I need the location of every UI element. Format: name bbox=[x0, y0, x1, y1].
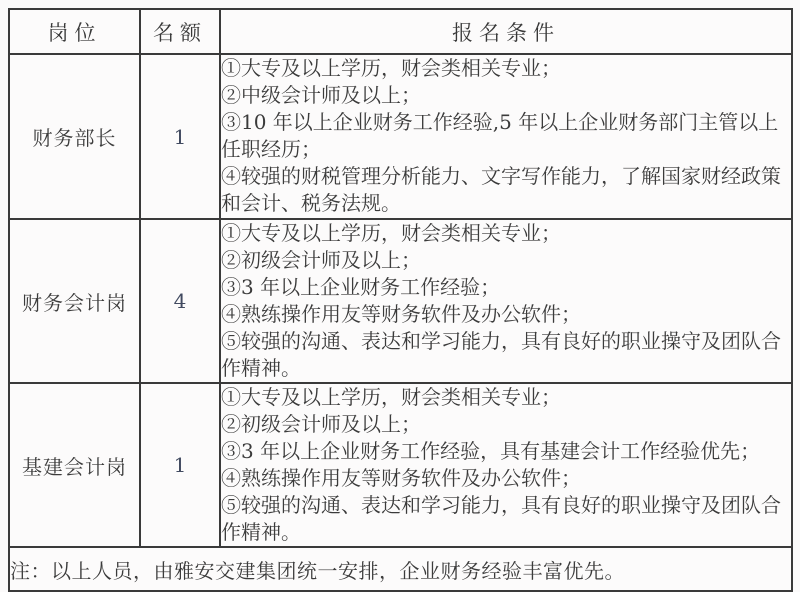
condition-item: ③10 年以上企业财务工作经验,5 年以上企业财务部门主管以上任职经历； bbox=[221, 110, 779, 161]
condition-item: ①大专及以上学历，财会类相关专业； bbox=[221, 56, 561, 80]
column-header-conditions: 报名条件 bbox=[220, 9, 792, 54]
column-header-quota: 名额 bbox=[140, 9, 220, 54]
condition-item: ②中级会计师及以上； bbox=[221, 83, 421, 107]
note-row bbox=[9, 547, 792, 591]
condition-item: ①大专及以上学历，财会类相关专业； bbox=[221, 385, 561, 409]
condition-item: ⑤较强的沟通、表达和学习能力，具有良好的职业操守及团队合作精神。 bbox=[221, 329, 781, 380]
table-row bbox=[9, 383, 792, 547]
position-cell: 财务会计岗 bbox=[9, 219, 140, 383]
condition-item: ④较强的财税管理分析能力、文字写作能力，了解国家财经政策和会计、税务法规。 bbox=[221, 164, 781, 215]
column-header-position: 岗位 bbox=[9, 9, 140, 54]
recruitment-table bbox=[8, 8, 793, 592]
position-cell: 财务部长 bbox=[9, 54, 140, 219]
condition-item: ②初级会计师及以上； bbox=[221, 412, 421, 436]
table-row bbox=[9, 219, 792, 383]
condition-item: ⑤较强的沟通、表达和学习能力，具有良好的职业操守及团队合作精神。 bbox=[221, 493, 781, 544]
quota-cell: 1 bbox=[140, 383, 220, 547]
condition-item: ②初级会计师及以上； bbox=[221, 248, 421, 272]
condition-item: ④熟练操作用友等财务软件及办公软件； bbox=[221, 302, 581, 326]
note-cell: 注：以上人员，由雅安交建集团统一安排，企业财务经验丰富优先。 bbox=[9, 547, 792, 591]
position-cell: 基建会计岗 bbox=[9, 383, 140, 547]
table-header-row bbox=[9, 9, 792, 54]
condition-item: ③3 年以上企业财务工作经验，具有基建会计工作经验优先； bbox=[221, 439, 761, 463]
table-row bbox=[9, 54, 792, 219]
quota-cell: 4 bbox=[140, 219, 220, 383]
conditions-cell bbox=[220, 219, 792, 383]
conditions-cell bbox=[220, 54, 792, 219]
condition-item: ④熟练操作用友等财务软件及办公软件； bbox=[221, 466, 581, 490]
quota-cell: 1 bbox=[140, 54, 220, 219]
condition-item: ③3 年以上企业财务工作经验； bbox=[221, 275, 501, 299]
conditions-cell bbox=[220, 383, 792, 547]
condition-item: ①大专及以上学历，财会类相关专业； bbox=[221, 221, 561, 245]
